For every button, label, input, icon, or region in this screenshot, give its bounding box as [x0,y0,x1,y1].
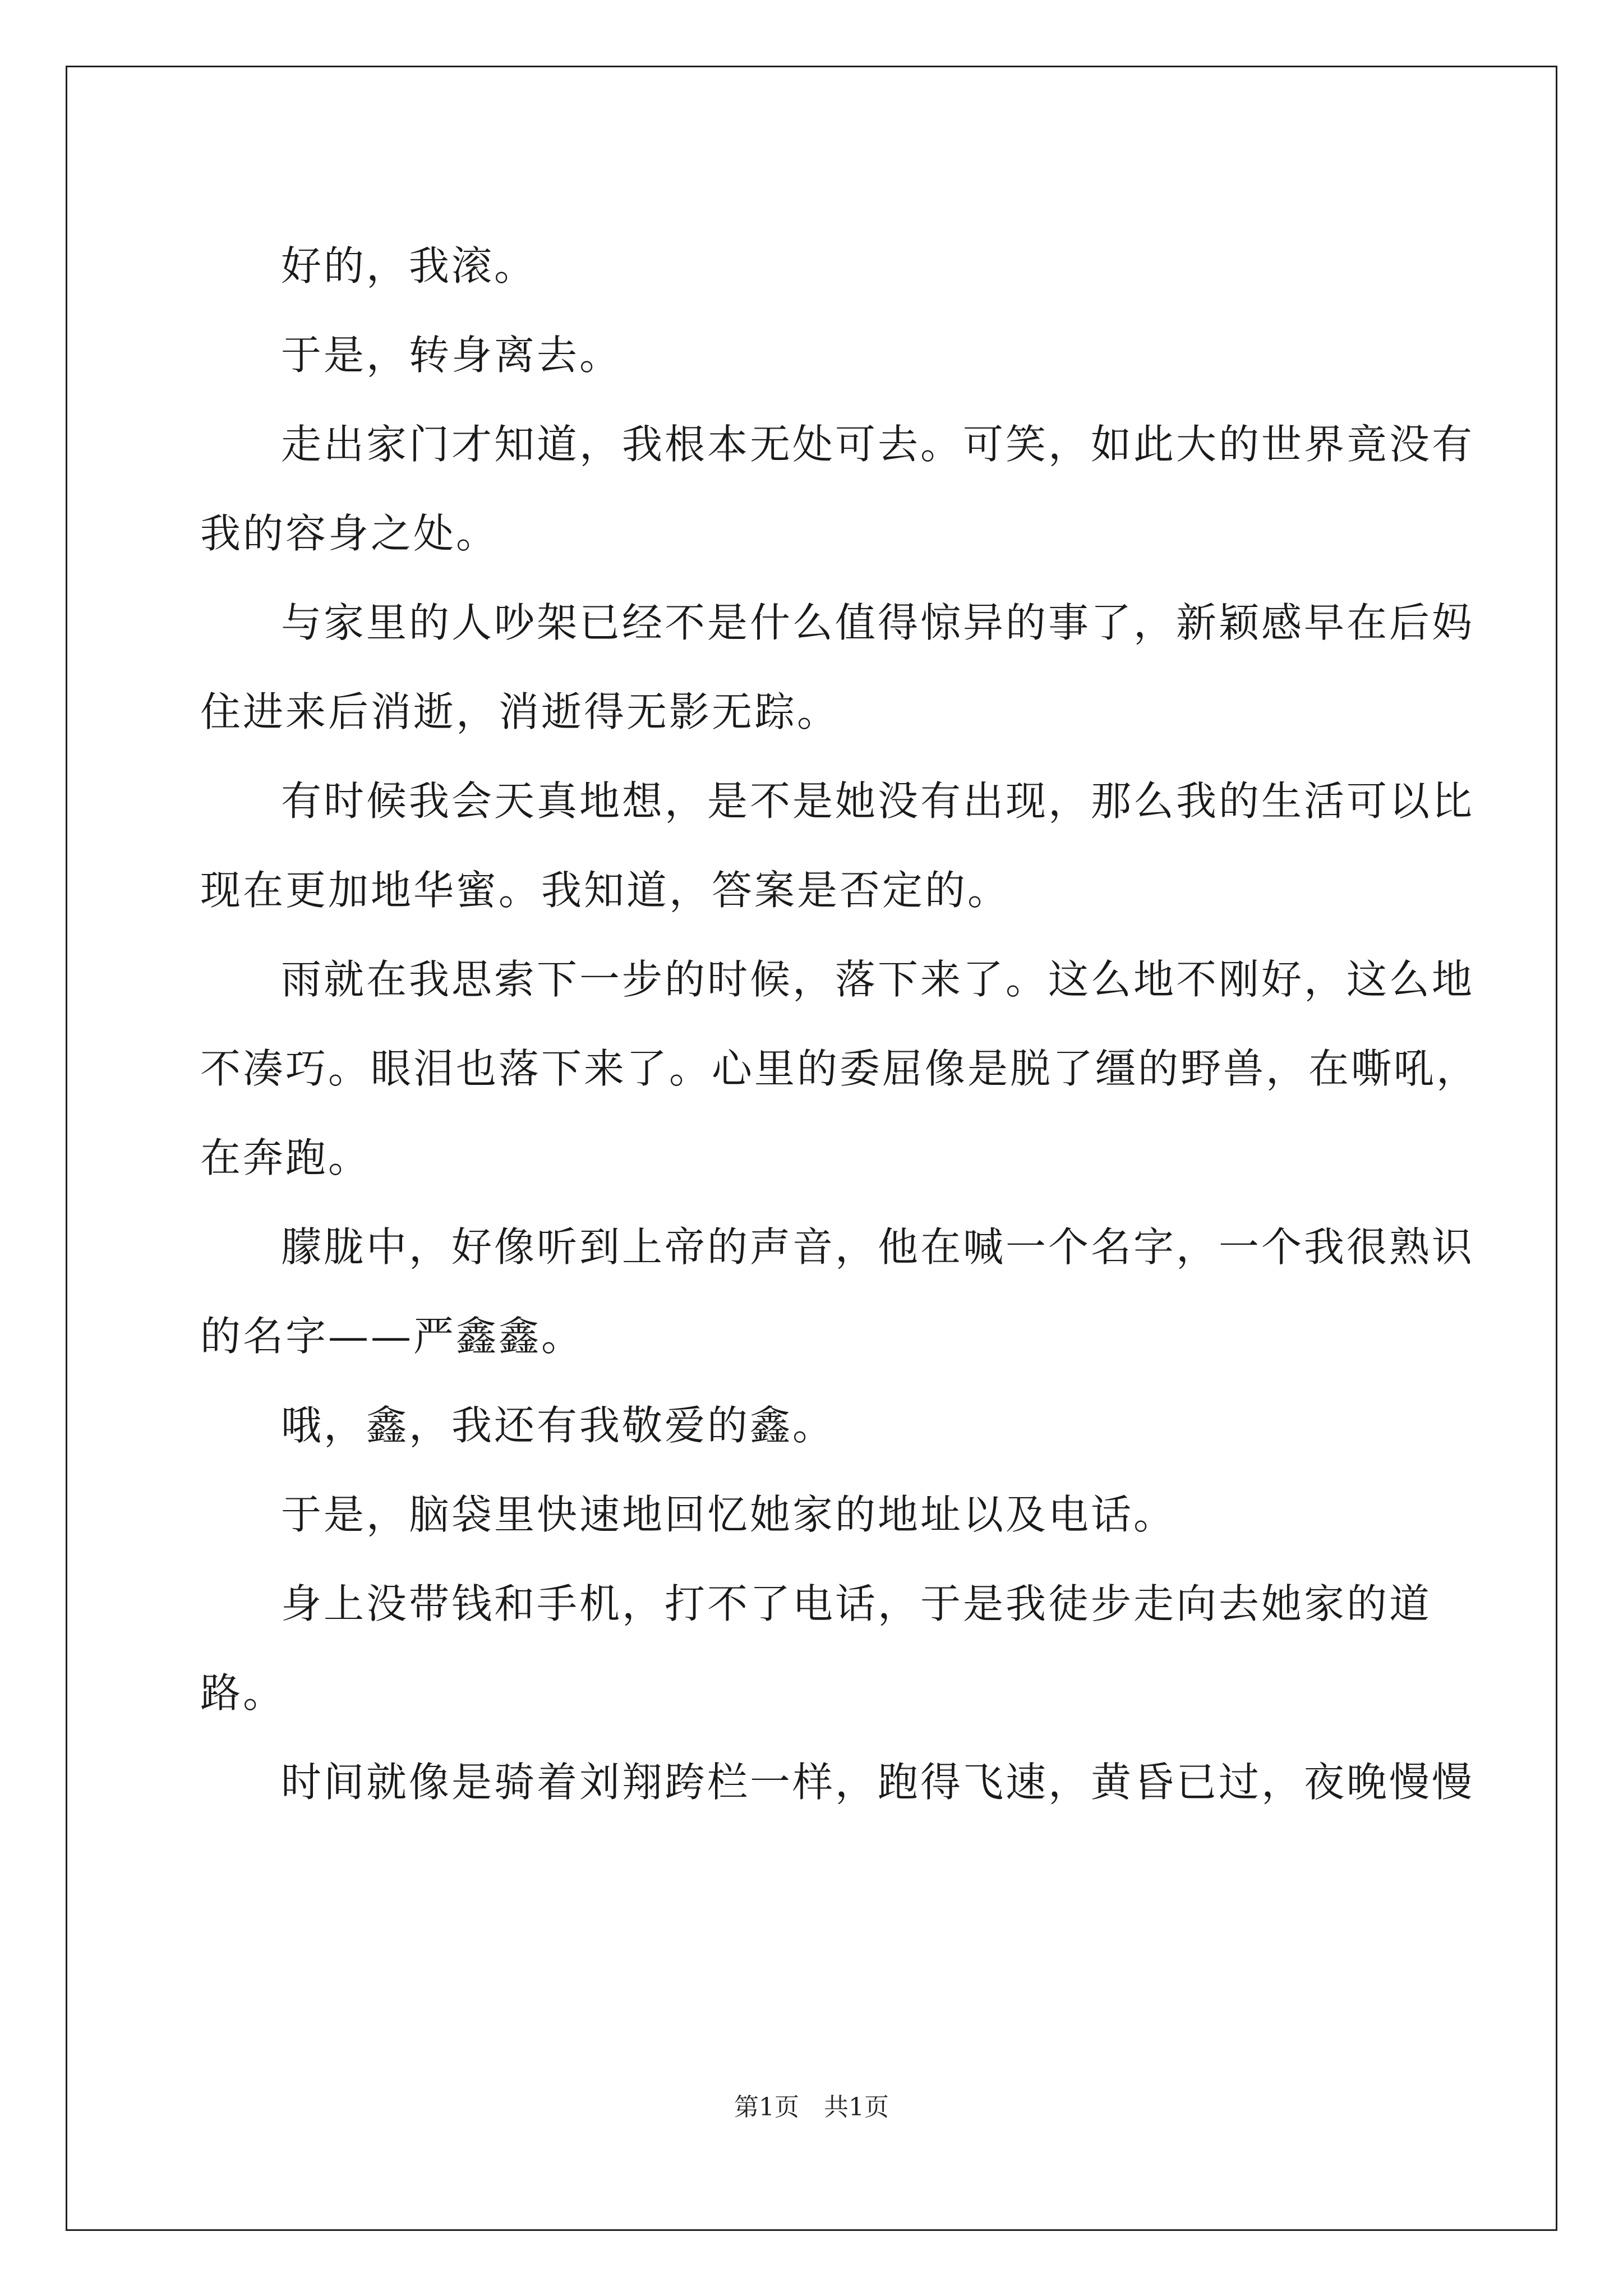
document-body [200,222,1490,1827]
paragraph: 于是，转身离去。 [281,332,623,379]
paragraph: 朦胧中，好像听到上帝的声音，他在喊一个名字，一个我很熟识的名字——严鑫鑫。 [200,1223,1475,1360]
paragraph: 走出家门才知道，我根本无处可去。可笑，如此大的世界竟没有我的容身之处。 [200,421,1475,557]
page-number: 第1页 共1页 [734,2093,889,2122]
paragraph: 有时候我会天真地想，是不是她没有出现，那么我的生活可以比现在更加地华蜜。我知道，答案是否定的。 [200,777,1475,914]
paragraph: 时间就像是骑着刘翔跨栏一样，跑得飞速，黄昏已过，夜晚慢慢 [281,1759,1475,1806]
paragraph: 哦，鑫，我还有我敬爱的鑫。 [281,1402,836,1449]
paragraph: 与家里的人吵架已经不是什么值得惊异的事了，新颖感早在后妈住进来后消逝，消逝得无影无踪。 [200,599,1475,735]
paragraph: 雨就在我思索下一步的时候，落下来了。这么地不刚好，这么地不凑巧。眼泪也落下来了。心里的委屈像是脱了缰的野兽，在嘶吼，在奔跑。 [200,956,1479,1181]
paragraph: 于是，脑袋里快速地回忆她家的地址以及电话。 [281,1491,1177,1538]
paragraph: 好的，我滚。 [281,242,537,289]
paragraph: 身上没带钱和手机，打不了电话，于是我徒步走向去她家的道路。 [200,1580,1432,1717]
